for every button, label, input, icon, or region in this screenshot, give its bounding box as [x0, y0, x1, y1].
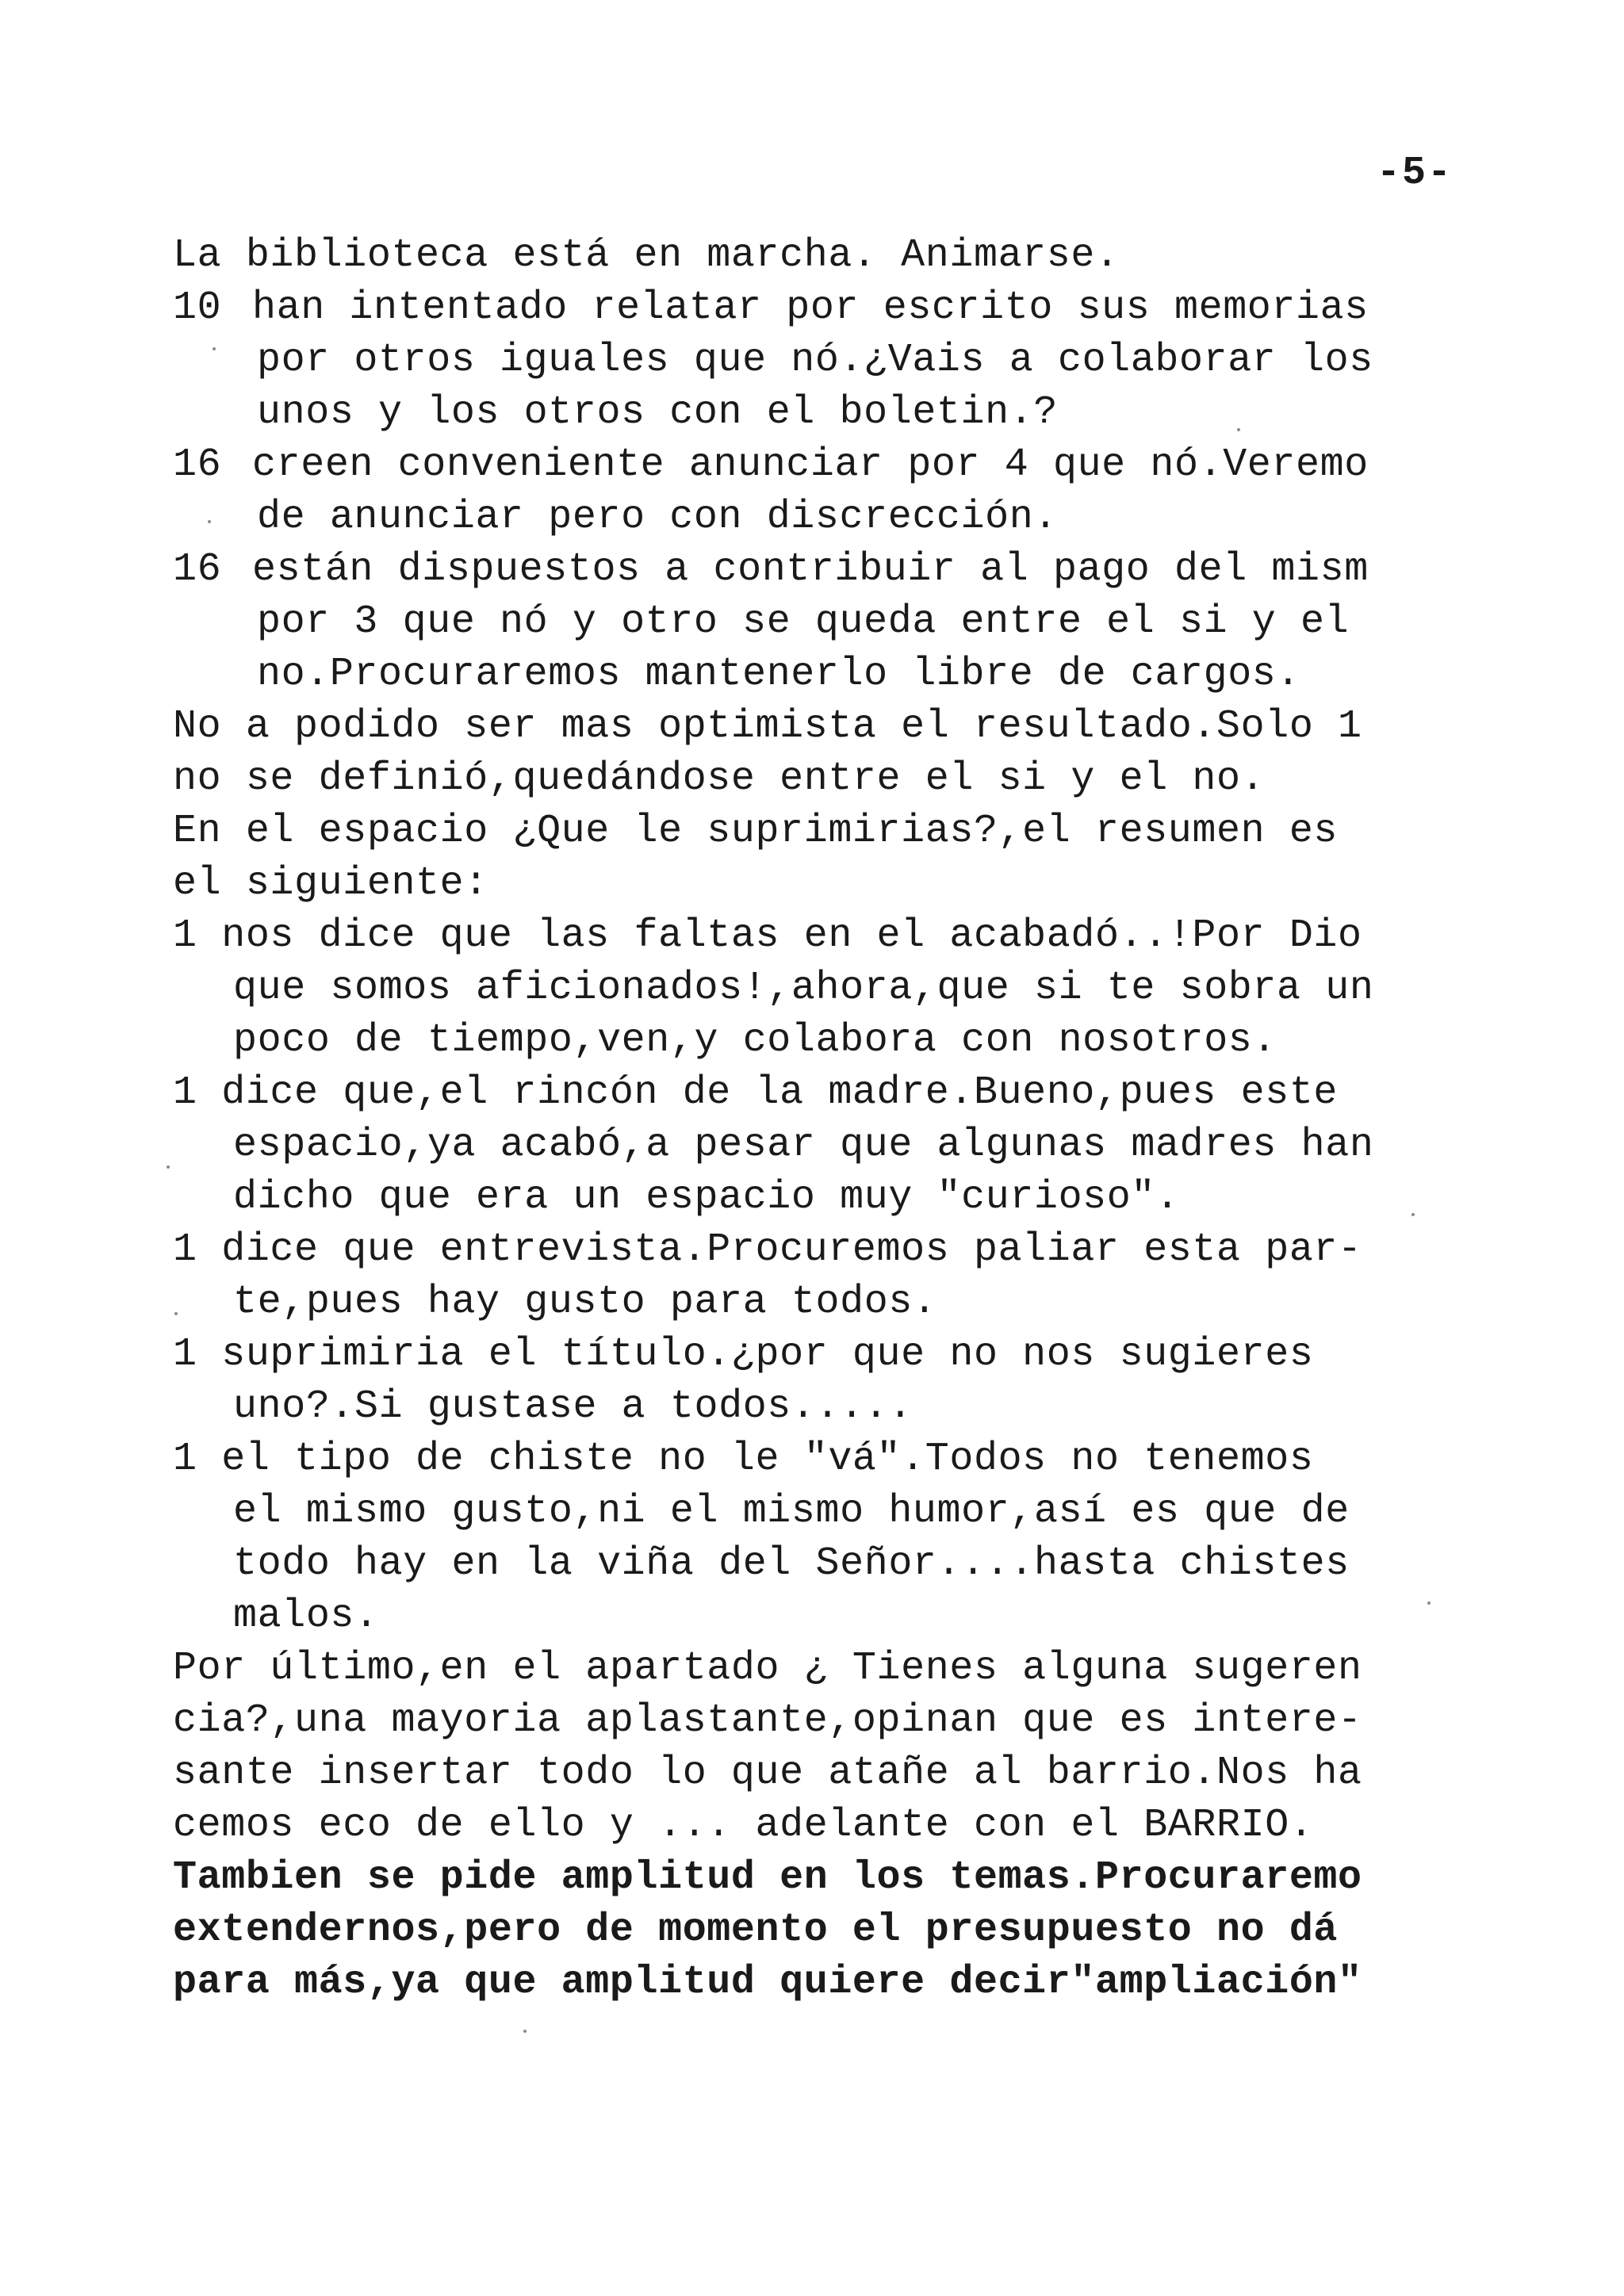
paper-speck [174, 1312, 178, 1315]
body-text [173, 230, 1505, 2009]
text-line: por otros iguales que nó.¿Vais a colaborar los [257, 338, 1373, 383]
text-line: Tambien se pide amplitud en los temas.Procuraremo [173, 1855, 1362, 1900]
text-line: que somos aficionados!,ahora,que si te sobra un [233, 966, 1374, 1011]
text-line: 1 dice que,el rincón de la madre.Bueno,pues este [173, 1070, 1339, 1115]
text-line: todo hay en la viña del Señor....hasta chistes [233, 1541, 1350, 1586]
paper-speck [208, 520, 211, 523]
text-line: 16 creen conveniente anunciar por 4 que nó.Veremo [173, 439, 1505, 492]
text-line: el mismo gusto,ni el mismo humor,así es que de [233, 1489, 1350, 1534]
text-line: 1 suprimiria el título.¿por que no nos sugieres [173, 1332, 1314, 1377]
text-line: 1 nos dice que las faltas en el acabadó..!Por Dio [173, 913, 1362, 959]
text-line: En el espacio ¿Que le suprimirias?,el resumen es [173, 809, 1339, 854]
text-line: 16 están dispuestos a contribuir al pago del mism [173, 544, 1505, 596]
paper-speck [1411, 1213, 1415, 1216]
text-line: no se definió,quedándose entre el si y el no. [173, 756, 1266, 802]
text-line: por 3 que nó y otro se queda entre el si y el [257, 599, 1350, 645]
count-number: 10 [173, 285, 222, 331]
text-line: de anunciar pero con discrección. [257, 495, 1058, 540]
text-line: cemos eco de ello y ... adelante con el BARRIO. [173, 1803, 1314, 1848]
text-line: 1 el tipo de chiste no le "vá".Todos no tenemos [173, 1437, 1314, 1482]
text-line: No a podido ser mas optimista el resultado.Solo 1 [173, 704, 1362, 749]
paper-speck [1427, 1601, 1431, 1605]
text-line: poco de tiempo,ven,y colabora con nosotros. [233, 1018, 1277, 1063]
text-line: sante insertar todo lo que atañe al barrio.Nos ha [173, 1751, 1362, 1796]
text-line: dicho que era un espacio muy "curioso". [233, 1175, 1180, 1220]
text-line: te,pues hay gusto para todos. [233, 1280, 937, 1325]
count-number: 16 [173, 442, 222, 488]
text-line: extendernos,pero de momento el presupuesto no dá [173, 1908, 1339, 1953]
text-line: La biblioteca está en marcha. Animarse. [173, 233, 1120, 278]
text-line: 1 dice que entrevista.Procuremos paliar esta par- [173, 1227, 1362, 1272]
paper-speck [167, 1165, 170, 1169]
text-line: no.Procuraremos mantenerlo libre de cargos. [257, 652, 1301, 697]
text-line: para más,ya que amplitud quiere decir"ampliación" [173, 1960, 1362, 2005]
text-line: uno?.Si gustase a todos..... [233, 1384, 913, 1429]
text-line: malos. [233, 1594, 379, 1639]
paper-speck [213, 347, 216, 350]
text-line: unos y los otros con el boletin.? [257, 390, 1058, 435]
text-line: 10 han intentado relatar por escrito sus memorias [173, 282, 1505, 335]
page-number: -5- [1377, 151, 1454, 196]
text-line: cia?,una mayoria aplastante,opinan que es intere- [173, 1698, 1362, 1743]
text-line: espacio,ya acabó,a pesar que algunas madres han [233, 1123, 1374, 1168]
text-line: Por último,en el apartado ¿ Tienes alguna sugeren [173, 1646, 1362, 1691]
paper-speck [1237, 428, 1240, 431]
paper-speck [523, 2030, 527, 2033]
text-line: el siguiente: [173, 861, 488, 906]
count-number: 16 [173, 547, 222, 592]
